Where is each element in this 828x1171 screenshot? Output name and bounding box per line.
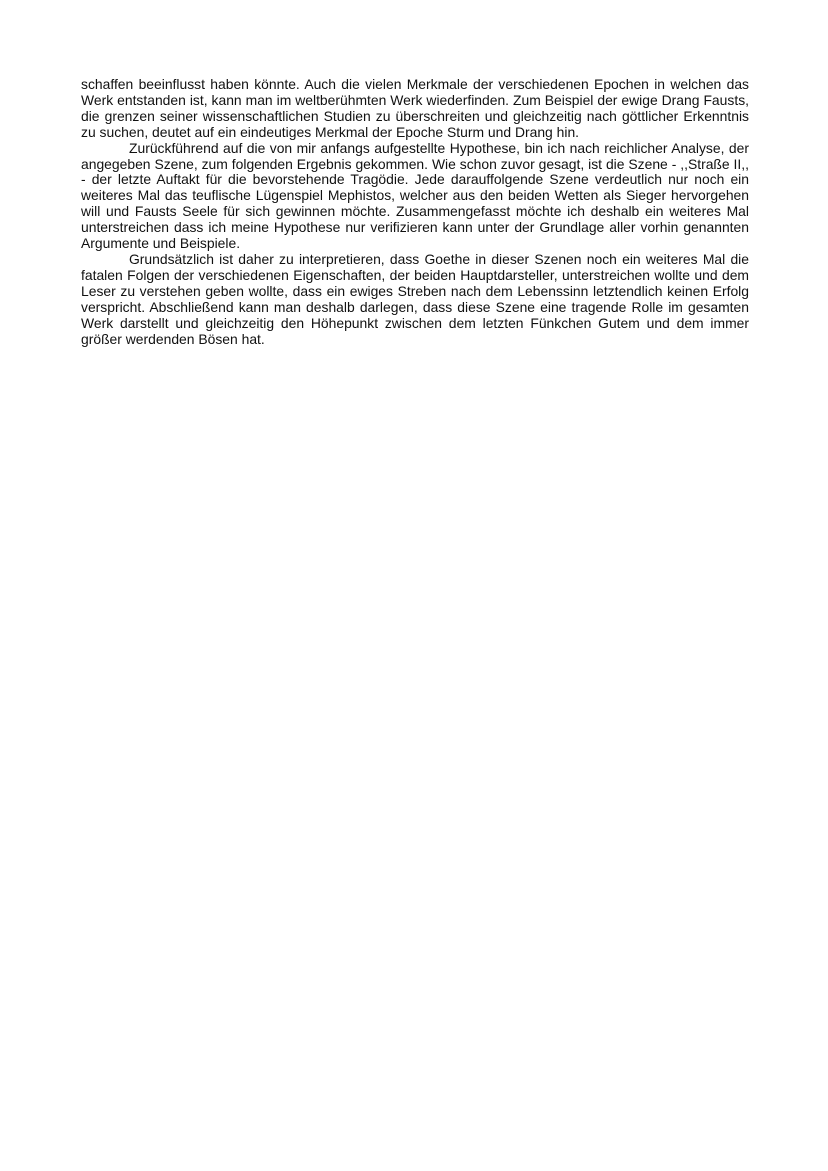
paragraph-hypothesis-result: Zurückführend auf die von mir anfangs aufgestellte Hypothese, bin ich nach reichlicher Analyse, der angegeben Szene, zum folgenden Ergebnis gekommen. Wie schon zuvor gesagt, ist die Szene - ,,Straße II,, - der letzte Auftakt für die bevorstehende Tragödie. Jede darauffolgende Szene verdeutlich nur noch ein weiteres Mal das teuflische Lügenspiel Mephistos, welcher aus den beiden Wetten als Sieger hervorgehen will und Fausts Seele für sich gewinnen möchte. Zusammengefasst möchte ich deshalb ein weiteres Mal unterstreichen dass ich meine Hypothese nur verifizieren kann unter der Grundlage aller vorhin genannten Argumente und Beispiele.	[81, 139, 749, 252]
paragraph-continuation: schaffen beeinflusst haben könnte. Auch die vielen Merkmale der verschiedenen Epochen in welchen das Werk entstanden ist, kann man im weltberühmten Werk wiederfinden. Zum Beispiel der ewige Drang Fausts, die grenzen seiner wissenschaftlichen Studien zu überschreiten und gleichzeitig nach göttlicher Erkenntnis zu suchen, deutet auf ein eindeutiges Merkmal der Epoche Sturm und Drang hin.	[81, 76, 749, 140]
body-text	[81, 77, 749, 347]
paragraph-conclusion: Grundsätzlich ist daher zu interpretieren, dass Goethe in dieser Szenen noch ein weiteres Mal die fatalen Folgen der verschiedenen Eigenschaften, der beiden Hauptdarsteller, unterstreichen wollte und dem Leser zu verstehen geben wollte, dass ein ewiges Streben nach dem Lebenssinn letztendlich keinen Erfolg verspricht. Abschließend kann man deshalb darlegen, dass diese Szene eine tragende Rolle im gesamten Werk darstellt und gleichzeitig den Höhepunkt zwischen dem letzten Fünkchen Gutem und dem immer größer werdenden Bösen hat.	[81, 250, 749, 347]
